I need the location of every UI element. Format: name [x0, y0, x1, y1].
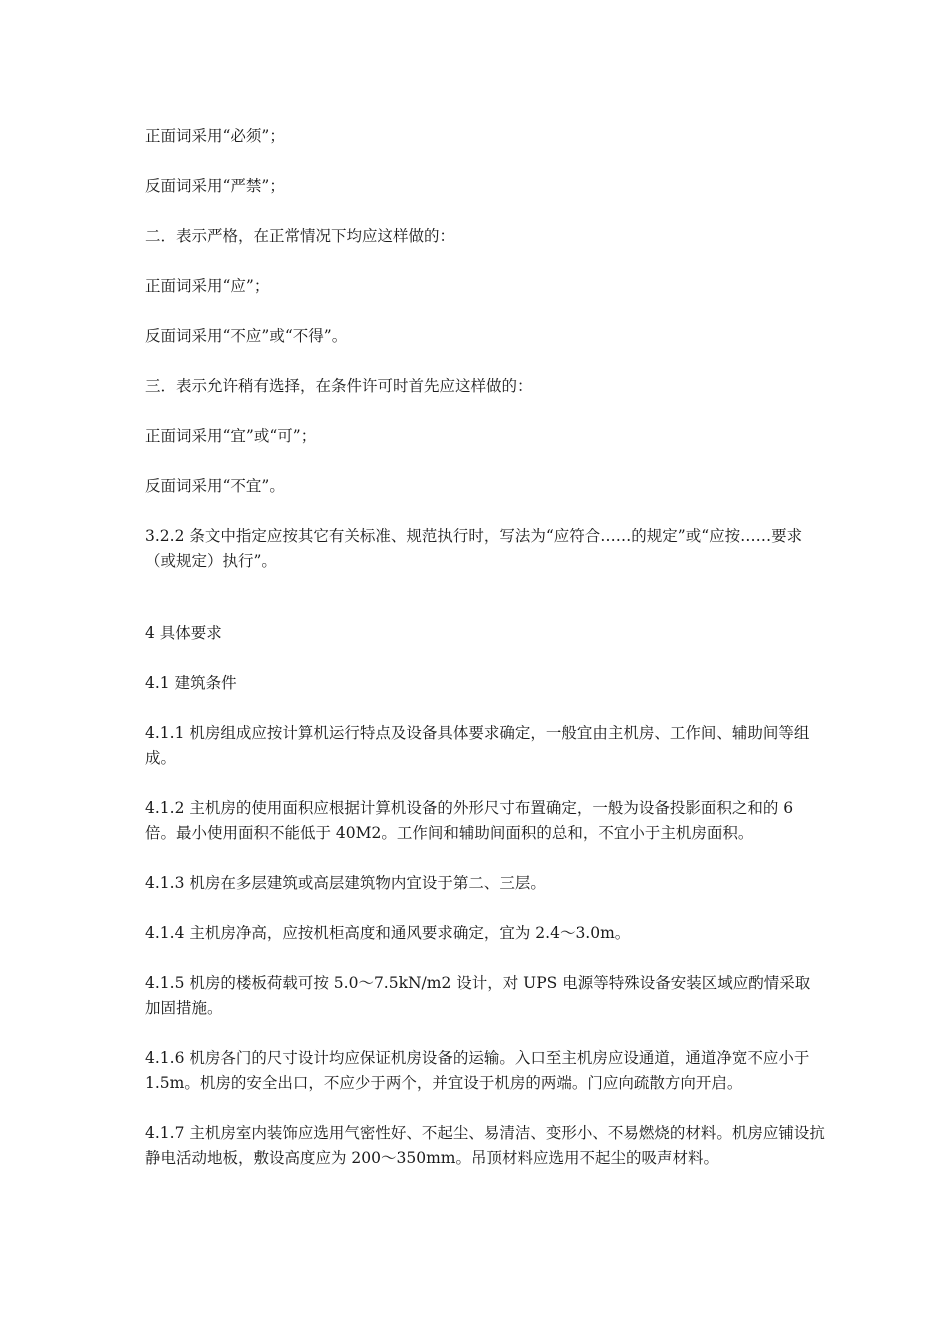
- paragraph-negative-forbid: 反面词采用“严禁”；: [145, 177, 285, 195]
- section-heading-4-1: 4.1 建筑条件: [145, 674, 237, 692]
- paragraph-positive-may: 正面词采用“宜”或“可”；: [145, 427, 317, 445]
- paragraph-item-two: 二．表示严格，在正常情况下均应这样做的：: [145, 227, 456, 245]
- paragraph-negative-should-not: 反面词采用“不应”或“不得”。: [145, 327, 348, 345]
- clause-4-1-2: 4.1.2 主机房的使用面积应根据计算机设备的外形尺寸布置确定，一般为设备投影面积之和的 6 倍。最小使用面积不能低于 40M2。工作间和辅助间面积的总和，不宜小于主机房面积。: [145, 799, 794, 842]
- clause-4-1-7: 4.1.7 主机房室内装饰应选用气密性好、不起尘、易清洁、变形小、不易燃烧的材料。机房应铺设抗静电活动地板，敷设高度应为 200～350mm。吊顶材料应选用不起尘的吸声材料。: [145, 1124, 825, 1167]
- clause-3-2-2: 3.2.2 条文中指定应按其它有关标准、规范执行时，写法为“应符合……的规定”或“应按……要求（或规定）执行”。: [145, 527, 803, 570]
- clause-4-1-6: 4.1.6 机房各门的尺寸设计均应保证机房设备的运输。入口至主机房应设通道，通道净宽不应小于 1.5m。机房的安全出口，不应少于两个，并宜设于机房的两端。门应向疏散方向开启。: [145, 1049, 810, 1092]
- clause-4-1-4: 4.1.4 主机房净高，应按机柜高度和通风要求确定，宜为 2.4～3.0m。: [145, 924, 631, 942]
- clause-4-1-1: 4.1.1 机房组成应按计算机运行特点及设备具体要求确定，一般宜由主机房、工作间、辅助间等组成。: [145, 724, 810, 767]
- section-heading-4: 4 具体要求: [145, 624, 222, 642]
- clause-4-1-5: 4.1.5 机房的楼板荷载可按 5.0～7.5kN/m2 设计，对 UPS 电源等特殊设备安装区域应酌情采取加固措施。: [145, 974, 811, 1017]
- paragraph-negative-not-advisable: 反面词采用“不宜”。: [145, 477, 285, 495]
- paragraph-item-three: 三．表示允许稍有选择，在条件许可时首先应这样做的：: [145, 377, 533, 395]
- paragraph-positive-should: 正面词采用“应”；: [145, 277, 270, 295]
- document-body: [145, 124, 825, 1171]
- clause-4-1-3: 4.1.3 机房在多层建筑或高层建筑物内宜设于第二、三层。: [145, 874, 546, 892]
- paragraph-positive-must: 正面词采用“必须”；: [145, 127, 285, 145]
